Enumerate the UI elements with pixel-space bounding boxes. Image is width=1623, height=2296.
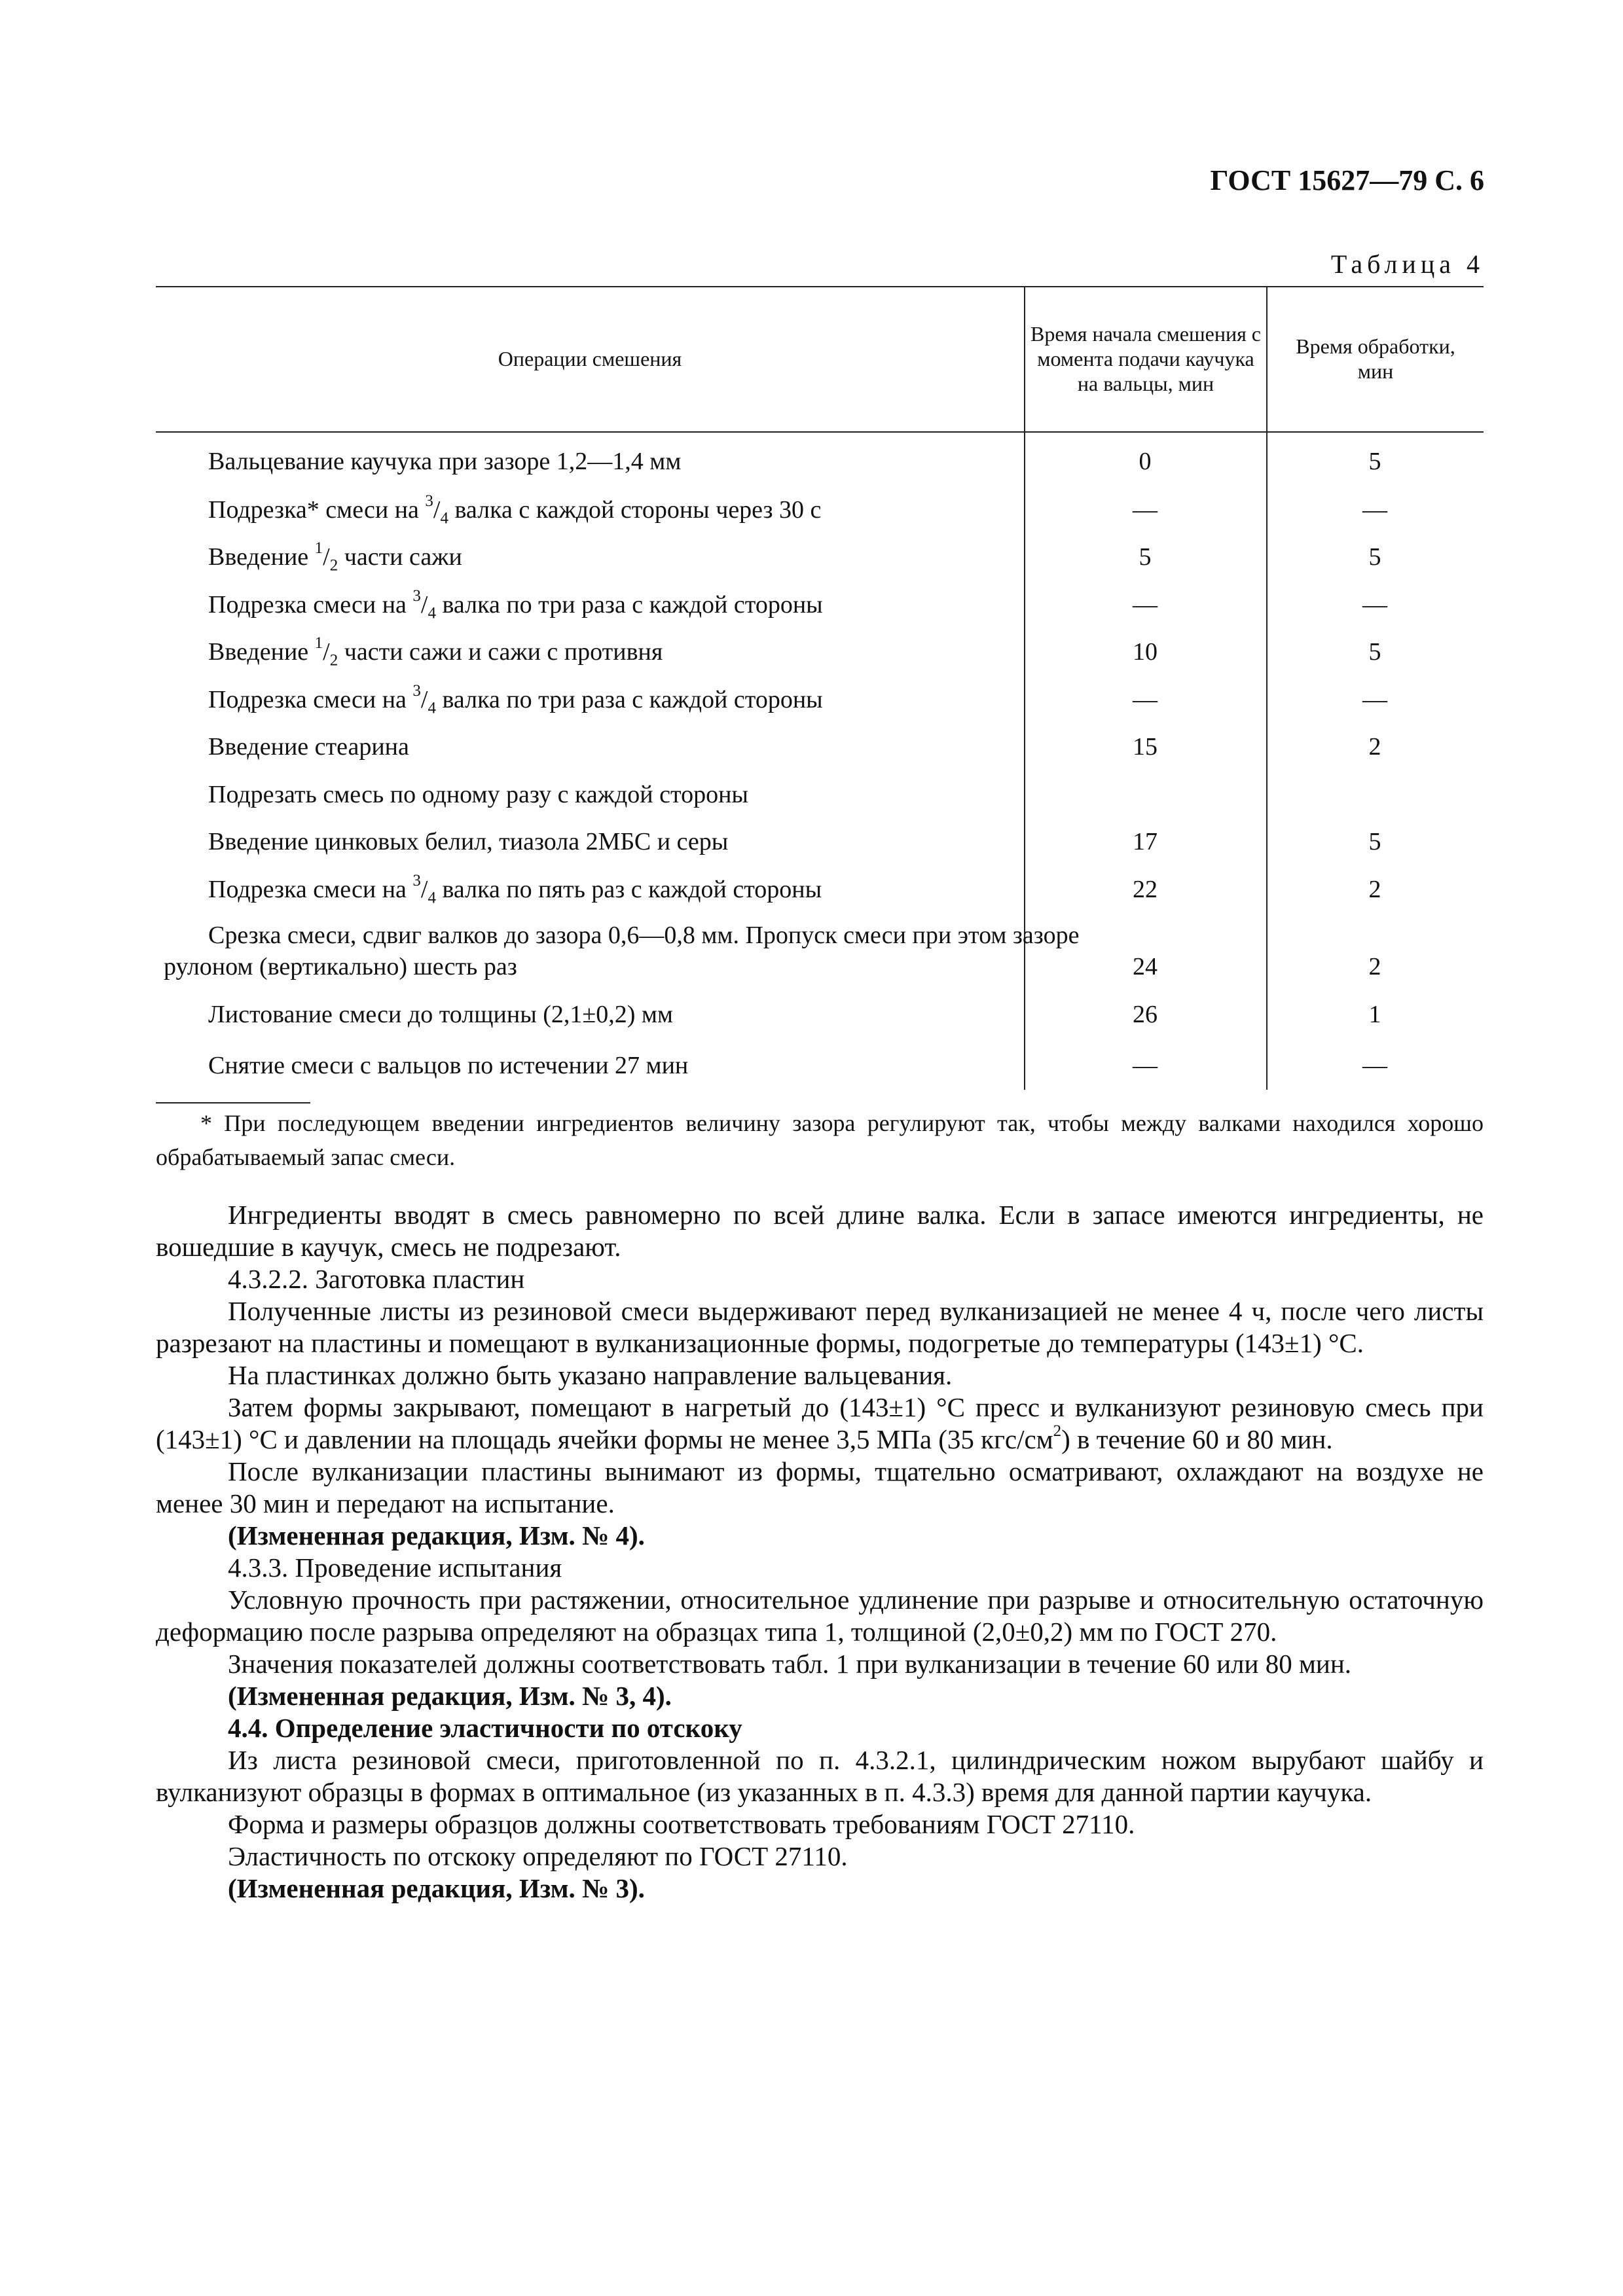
operation-cell: [208, 1050, 1151, 1081]
paragraph: Ингредиенты вводят в смесь равномерно по всей длине валка. Если в запасе имеются ингредиенты, не вошедшие в каучук, смесь не подрезают.: [156, 1200, 1484, 1262]
col-header-operations: Операции смешения: [498, 347, 682, 370]
fraction-slash: /: [433, 496, 441, 524]
operation-text: Подрезка* смеси на: [208, 496, 426, 524]
amendment-note: (Измененная редакция, Изм. № 3).: [228, 1873, 645, 1903]
operation-cell: [208, 494, 1151, 526]
processing-time-cell: 2: [1368, 733, 1381, 761]
col-header-start-time: Время начала смешения с момента подачи каучука на вальцы, мин: [1030, 322, 1261, 395]
paragraph: После вулканизации пластины вынимают из формы, тщательно осматривают, охлаждают на воздухе не менее 30 мин и передают на испытание.: [156, 1456, 1484, 1518]
paragraph: Условную прочность при растяжении, относительное удлинение при разрыве и относительную остаточную деформацию после разрыва определяют на образцах типа 1, толщиной (2,0±0,2) мм по ГОСТ 270.: [156, 1585, 1484, 1647]
fraction-slash: /: [420, 876, 428, 903]
fraction-slash: /: [420, 686, 428, 713]
footnote-rule: [156, 1102, 310, 1103]
operation-text: Подрезка смеси на: [208, 876, 413, 903]
processing-time-cell: 5: [1368, 448, 1381, 475]
operation-cell: [208, 589, 1151, 620]
table-caption: Таблица 4: [1330, 249, 1484, 279]
fraction-denominator: 4: [428, 604, 436, 622]
subsection-heading: 4.3.2.2. Заготовка пластин: [228, 1264, 525, 1294]
processing-time-cell: 5: [1368, 638, 1381, 666]
operation-text: Подрезать смесь по одному разу с каждой стороны: [208, 781, 748, 808]
paragraph: Значения показателей должны соответствовать табл. 1 при вулканизации в течение 60 или 80 мин.: [228, 1649, 1352, 1679]
operation-text: Введение стеарина: [208, 733, 409, 761]
superscript: 2: [1053, 1422, 1062, 1441]
fraction-numerator: 1: [314, 539, 323, 558]
fraction-numerator: 1: [314, 634, 323, 653]
amendment-note: (Измененная редакция, Изм. № 4).: [228, 1520, 645, 1551]
operation-cell: [208, 826, 1151, 857]
paragraph-part: Затем формы закрывают, помещают в нагретый до (143±1) °С пресс и вулканизуют резиновую смесь при (143±1) °С и давлении на площадь ячейки формы не менее 3,5 МПа (35 кгс/см: [156, 1392, 1484, 1454]
fraction-denominator: 2: [329, 651, 338, 670]
paragraph: [156, 1391, 1484, 1456]
fraction-denominator: 2: [329, 556, 338, 575]
operation-cell: [208, 731, 1151, 762]
operation-cell: [208, 779, 1151, 810]
start-time-cell: 15: [1133, 733, 1158, 761]
processing-time-cell: 1: [1368, 1001, 1381, 1028]
operation-text: Вальцевание каучука при зазоре 1,2—1,4 мм: [208, 448, 682, 475]
operation-text: Подрезка смеси на: [208, 686, 413, 713]
operation-text: валка по три раза с каждой стороны: [435, 591, 823, 619]
operation-text: части сажи и сажи с противня: [338, 638, 663, 666]
section-heading: 4.4. Определение эластичности по отскоку: [228, 1713, 742, 1743]
paragraph: Эластичность по отскоку определяют по ГОСТ 27110.: [228, 1841, 848, 1871]
fraction-numerator: 3: [425, 492, 433, 511]
operation-text: Введение: [208, 543, 315, 571]
table-header-rule: [156, 431, 1484, 433]
paragraph: На пластинках должно быть указано направление вальцевания.: [228, 1360, 953, 1390]
operation-text: Подрезка смеси на: [208, 591, 413, 619]
paragraph-part: ) в течение 60 и 80 мин.: [1061, 1424, 1333, 1454]
processing-time-cell: —: [1362, 1052, 1387, 1079]
operation-text: Введение: [208, 638, 315, 666]
processing-time-cell: 2: [1368, 953, 1381, 980]
start-time-cell: 0: [1139, 448, 1152, 475]
processing-time-cell: —: [1362, 591, 1387, 619]
operation-cell: [208, 541, 1151, 573]
processing-time-cell: —: [1362, 496, 1387, 524]
fraction-numerator: 3: [412, 872, 421, 890]
operation-text: части сажи: [338, 543, 462, 571]
fraction-denominator: 4: [440, 509, 448, 528]
fraction-slash: /: [323, 543, 330, 571]
fraction-slash: /: [323, 638, 330, 666]
paragraph: Форма и размеры образцов должны соответствовать требованиям ГОСТ 27110.: [228, 1809, 1135, 1839]
paragraph: Полученные листы из резиновой смеси выдерживают перед вулканизацией не менее 4 ч, после чего листы разрезают на пластины и помещают в вулканизационные формы, подогретые до температуры (143±1) °С.: [156, 1296, 1484, 1358]
start-time-cell: 22: [1133, 876, 1158, 903]
start-time-cell: —: [1133, 496, 1158, 524]
subsection-heading: 4.3.3. Проведение испытания: [228, 1552, 562, 1583]
operation-text: Листование смеси до толщины (2,1±0,2) мм: [208, 1001, 673, 1028]
operation-text: валка по пять раз с каждой стороны: [435, 876, 822, 903]
operation-text: Снятие смеси с вальцов по истечении 27 мин: [208, 1052, 689, 1079]
operation-cell: [208, 684, 1151, 715]
start-time-cell: —: [1133, 591, 1158, 619]
operation-cell: [208, 636, 1151, 668]
operation-cell: [208, 874, 1151, 905]
operation-text: валка по три раза с каждой стороны: [435, 686, 823, 713]
processing-time-cell: 5: [1368, 543, 1381, 571]
operation-cell: [208, 446, 1151, 477]
table-footnote: * При последующем введении ингредиентов величину зазора регулируют так, чтобы между валками находился хорошо обрабатываемый запас смеси.: [156, 1110, 1484, 1170]
operation-text: Срезка смеси, сдвиг валков до зазора 0,6—0,8 мм. Пропуск смеси при этом зазоре рулоном (вертикально) шесть раз: [164, 922, 1080, 980]
processing-time-cell: 5: [1368, 828, 1381, 855]
processing-time-cell: 2: [1368, 876, 1381, 903]
start-time-cell: —: [1133, 686, 1158, 713]
start-time-cell: 17: [1133, 828, 1158, 855]
amendment-note: (Измененная редакция, Изм. № 3, 4).: [228, 1681, 672, 1711]
fraction-denominator: 4: [428, 889, 436, 907]
paragraph: Из листа резиновой смеси, приготовленной по п. 4.3.2.1, цилиндрическим ножом вырубают шайбу и вулканизуют образцы в формах в оптимальное (из указанных в п. 4.3.3) время для данной партии каучука.: [156, 1745, 1484, 1807]
processing-time-cell: —: [1362, 686, 1387, 713]
operation-cell: [164, 920, 1154, 982]
col-header-processing-time: Время обработки, мин: [1296, 334, 1455, 383]
page-header: ГОСТ 15627—79 С. 6: [1210, 164, 1484, 196]
start-time-cell: 5: [1139, 543, 1152, 571]
fraction-denominator: 4: [428, 699, 436, 717]
start-time-cell: 26: [1133, 1001, 1158, 1028]
start-time-cell: —: [1133, 1052, 1158, 1079]
fraction-numerator: 3: [412, 682, 421, 700]
operation-cell: [208, 999, 1151, 1030]
fraction-slash: /: [420, 591, 428, 619]
fraction-numerator: 3: [412, 587, 421, 605]
operation-text: валка с каждой стороны через 30 с: [448, 496, 822, 524]
start-time-cell: 10: [1133, 638, 1158, 666]
body-text: [156, 1199, 1484, 1905]
operation-text: Введение цинковых белил, тиазола 2МБС и серы: [208, 828, 729, 855]
start-time-cell: 24: [1133, 953, 1158, 980]
